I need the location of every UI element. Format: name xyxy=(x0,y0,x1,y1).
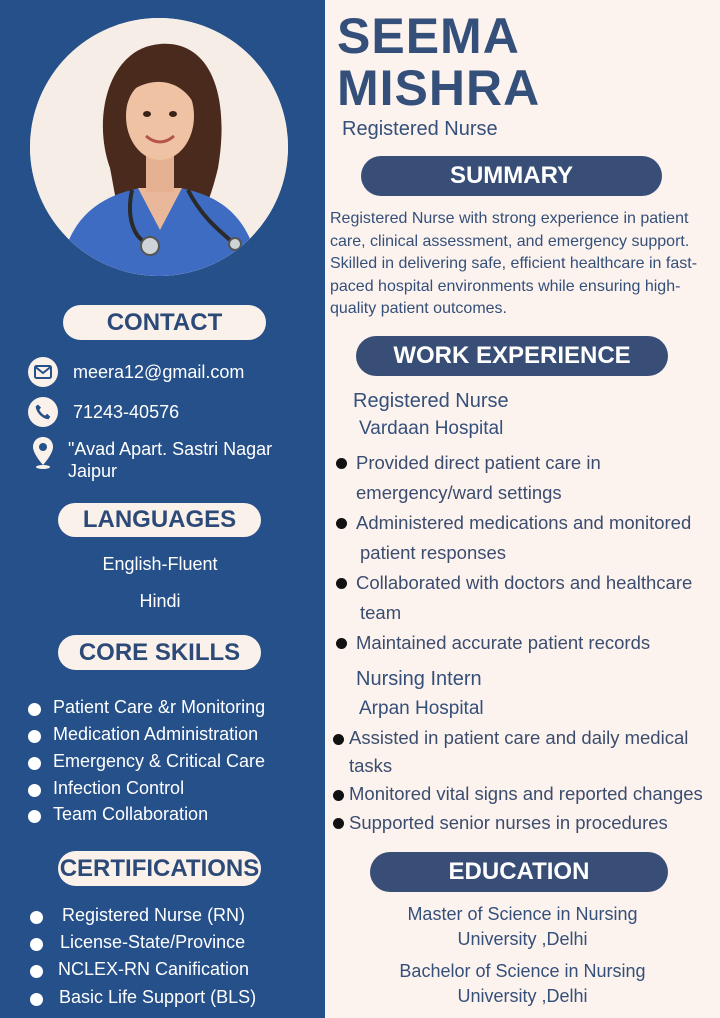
address-line-2: Jaipur xyxy=(68,461,118,481)
certifications-heading: CERTIFICATIONS xyxy=(58,851,261,886)
language-item: English-Fluent xyxy=(102,554,218,574)
school: University ,Delhi xyxy=(457,929,588,949)
skill-item: Team Collaboration xyxy=(28,804,265,831)
skill-item: Patient Care &r Monitoring xyxy=(28,697,265,724)
profile-photo xyxy=(30,18,288,276)
education-entry xyxy=(325,902,720,952)
job-bullet-continuation: team xyxy=(360,602,402,623)
school: University ,Delhi xyxy=(457,986,588,1006)
job-bullet-continuation: tasks xyxy=(349,755,393,776)
name-line-2: MISHRA xyxy=(337,60,541,116)
job-bullet: Assisted in patient care and daily medical xyxy=(333,724,703,752)
skill-item: Medication Administration xyxy=(28,724,265,751)
address-text xyxy=(68,438,272,482)
job-bullet-continuation: patient responses xyxy=(360,542,507,563)
job-bullets xyxy=(333,724,703,838)
certification-item: Registered Nurse (RN) xyxy=(30,905,256,932)
work-experience-heading: WORK EXPERIENCE xyxy=(356,336,668,376)
name-line-1: SEEMA xyxy=(337,8,520,64)
job-bullet-continuation: emergency/ward settings xyxy=(356,482,562,503)
contact-email[interactable] xyxy=(28,357,244,387)
contact-heading: CONTACT xyxy=(63,305,266,340)
certification-item: License-State/Province xyxy=(30,932,256,959)
degree: Bachelor of Science in Nursing xyxy=(399,961,646,981)
contact-phone[interactable] xyxy=(28,397,179,427)
core-skills-heading: CORE SKILLS xyxy=(58,635,261,670)
summary-heading: SUMMARY xyxy=(361,156,662,196)
sidebar xyxy=(0,0,325,1018)
skill-item: Infection Control xyxy=(28,778,265,804)
education-heading: EDUCATION xyxy=(370,852,668,892)
job-bullet: Collaborated with doctors and healthcare xyxy=(336,568,692,598)
certification-item: NCLEX-RN Canification xyxy=(30,959,256,987)
degree: Master of Science in Nursing xyxy=(407,904,638,924)
name-heading xyxy=(337,10,540,114)
job-bullet: Provided direct patient care in xyxy=(336,448,692,478)
contact-address xyxy=(28,436,272,482)
education-entry xyxy=(325,959,720,1009)
job-company: Arpan Hospital xyxy=(359,698,484,719)
job-bullets xyxy=(336,448,692,658)
phone-icon xyxy=(28,397,58,427)
summary-text: Registered Nurse with strong experience in patient care, clinical assessment, and emergency support. Skilled in delivering safe, efficient healthcare in fast-paced hospital environments while ensuring high-quality patient outcomes. xyxy=(330,210,698,318)
job-title-subheading: Registered Nurse xyxy=(342,118,498,140)
job-bullet: Supported senior nurses in procedures xyxy=(333,808,703,838)
email-text: meera12@gmail.com xyxy=(73,362,245,382)
job-title: Registered Nurse xyxy=(353,390,509,412)
certification-item: Basic Life Support (BLS) xyxy=(30,987,256,1014)
skill-item: Emergency & Critical Care xyxy=(28,751,265,778)
job-title: Nursing Intern xyxy=(356,668,482,690)
language-item: Hindi xyxy=(139,591,181,611)
job-bullet: Monitored vital signs and reported changes xyxy=(333,780,703,808)
languages-heading: LANGUAGES xyxy=(58,503,261,537)
core-skills-list xyxy=(28,697,265,831)
job-bullet: Administered medications and monitored xyxy=(336,508,692,538)
job-bullet: Maintained accurate patient records xyxy=(336,628,692,658)
envelope-icon xyxy=(28,357,58,387)
phone-text: 71243-40576 xyxy=(73,402,180,422)
location-pin-icon xyxy=(28,436,58,470)
certifications-list xyxy=(30,905,256,1014)
address-line-1: "Avad Apart. Sastri Nagar xyxy=(68,439,273,459)
job-company: Vardaan Hospital xyxy=(359,418,504,439)
